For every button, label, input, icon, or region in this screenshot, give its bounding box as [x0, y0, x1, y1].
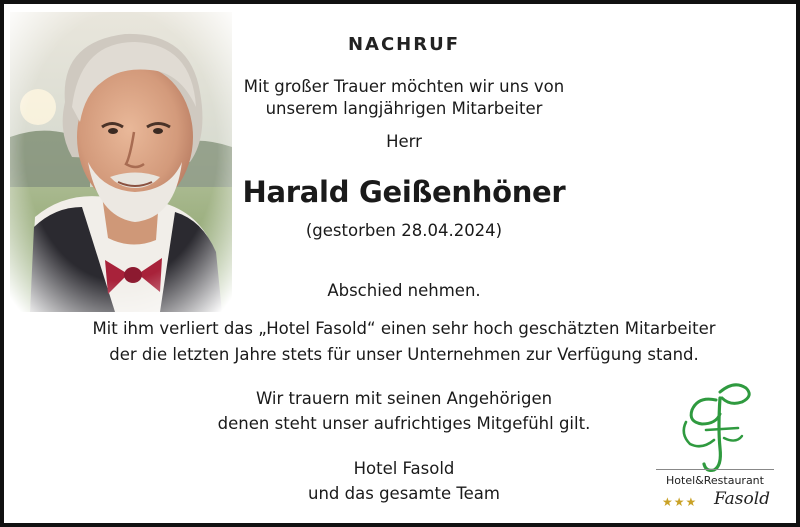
rating-stars: ★★★: [662, 495, 698, 509]
condolence-line-1: Wir trauern mit seinen Angehörigen: [255, 389, 553, 408]
logo-brand-name: Fasold: [714, 489, 771, 509]
salutation: Herr: [386, 132, 422, 151]
portrait-photo: [10, 12, 232, 312]
intro-line-2: unserem langjährigen Mitarbeiter: [265, 99, 543, 118]
f-monogram-icon: [676, 378, 756, 476]
tribute-line-1: Mit ihm verliert das „Hotel Fasold“ einen sehr hoch geschätzten Mitarbeiter: [92, 319, 716, 338]
deceased-name: Harald Geißenhöner: [242, 175, 566, 209]
farewell-line: Abschied nehmen.: [327, 281, 481, 300]
signoff-line-2: und das gesamte Team: [308, 484, 500, 503]
death-date: (gestorben 28.04.2024): [305, 221, 503, 240]
intro-line-1: Mit großer Trauer möchten wir uns von: [243, 77, 565, 96]
signoff-line-1: Hotel Fasold: [353, 459, 455, 478]
tribute-line-2: der die letzten Jahre stets für unser Unternehmen zur Verfügung stand.: [109, 345, 699, 364]
logo-tagline: Hotel&Restaurant: [666, 474, 764, 487]
condolence-line-2: denen steht unser aufrichtiges Mitgefühl gilt.: [217, 414, 591, 433]
logo-divider: [656, 469, 774, 470]
obituary-heading: NACHRUF: [347, 34, 461, 55]
hotel-logo: [656, 378, 786, 518]
